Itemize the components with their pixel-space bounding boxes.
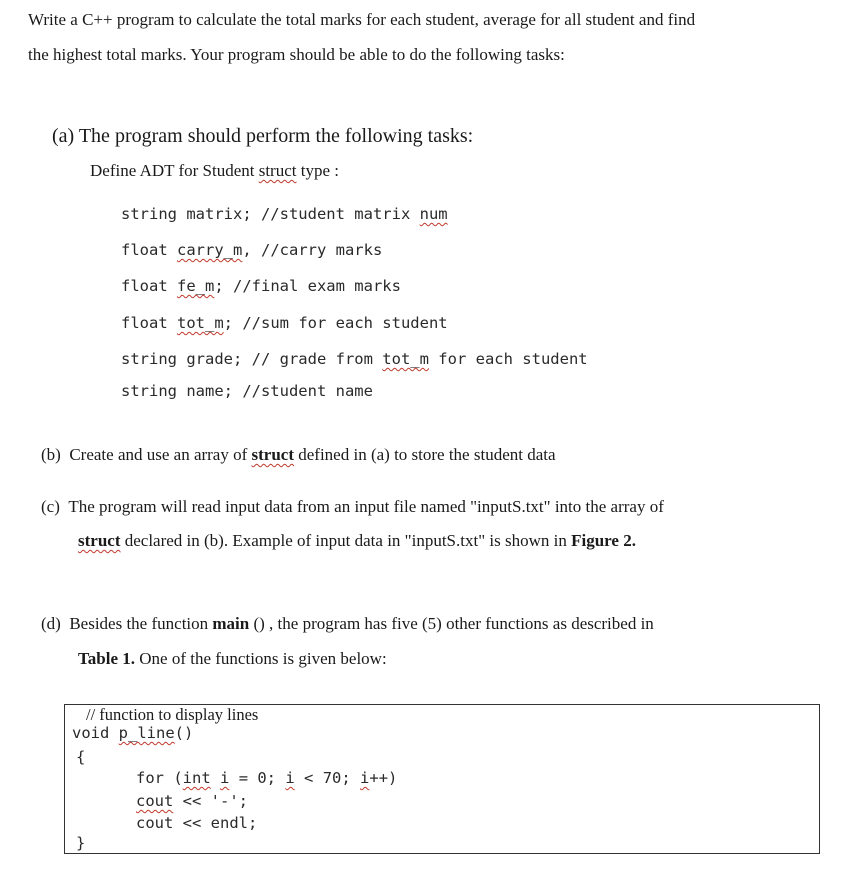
code-signature: void p_line() (72, 724, 194, 742)
code-cout-dash: cout << '-'; (136, 792, 248, 810)
part-c-line-2: struct declared in (b). Example of input data in "inputS.txt" is shown in Figure 2. (78, 531, 636, 550)
adt-line-grade: string grade; // grade from tot_m for each student (121, 350, 588, 368)
part-a-heading-text: The program should perform the following tasks: (78, 125, 474, 147)
figure-ref: Figure 2. (571, 531, 636, 550)
code-for-loop: for (int i = 0; i < 70; i++) (136, 769, 398, 787)
adt-line-matrix: string matrix; //student matrix num (121, 205, 448, 223)
part-a-subheading: Define ADT for Student struct type : (90, 161, 339, 180)
part-d-line-1: (d) Besides the function main () , the program has five (5) other functions as described in (41, 614, 654, 633)
part-b: (b) Create and use an array of struct defined in (a) to store the student data (41, 445, 556, 464)
code-close-brace: } (76, 834, 86, 852)
adt-line-carry: float carry_m, //carry marks (121, 241, 383, 259)
part-d-label: (d) (41, 614, 61, 633)
struct-keyword: struct (78, 531, 121, 550)
part-b-label: (b) (41, 445, 61, 464)
part-c-label: (c) (41, 497, 60, 516)
intro-line-1: Write a C++ program to calculate the total marks for each student, average for all student and find (28, 10, 696, 29)
intro-line-2: the highest total marks. Your program should be able to do the following tasks: (28, 45, 565, 64)
adt-line-tot: float tot_m; //sum for each student (121, 314, 448, 332)
part-a-label: (a) (52, 125, 75, 147)
code-open-brace: { (76, 748, 86, 766)
adt-line-name: string name; //student name (121, 382, 373, 400)
struct-keyword: struct (251, 445, 294, 464)
part-d-line-2: Table 1. One of the functions is given below: (78, 649, 387, 668)
part-a-heading (52, 125, 473, 148)
adt-line-fe: float fe_m; //final exam marks (121, 277, 401, 295)
code-comment: // function to display lines (86, 705, 259, 724)
part-c-line-1: (c) The program will read input data from an input file named "inputS.txt" into the array of (41, 497, 664, 516)
main-function-ref: main (212, 614, 250, 633)
struct-keyword: struct (258, 161, 297, 180)
code-cout-endl: cout << endl; (136, 814, 258, 832)
table-ref: Table 1. (78, 649, 136, 668)
